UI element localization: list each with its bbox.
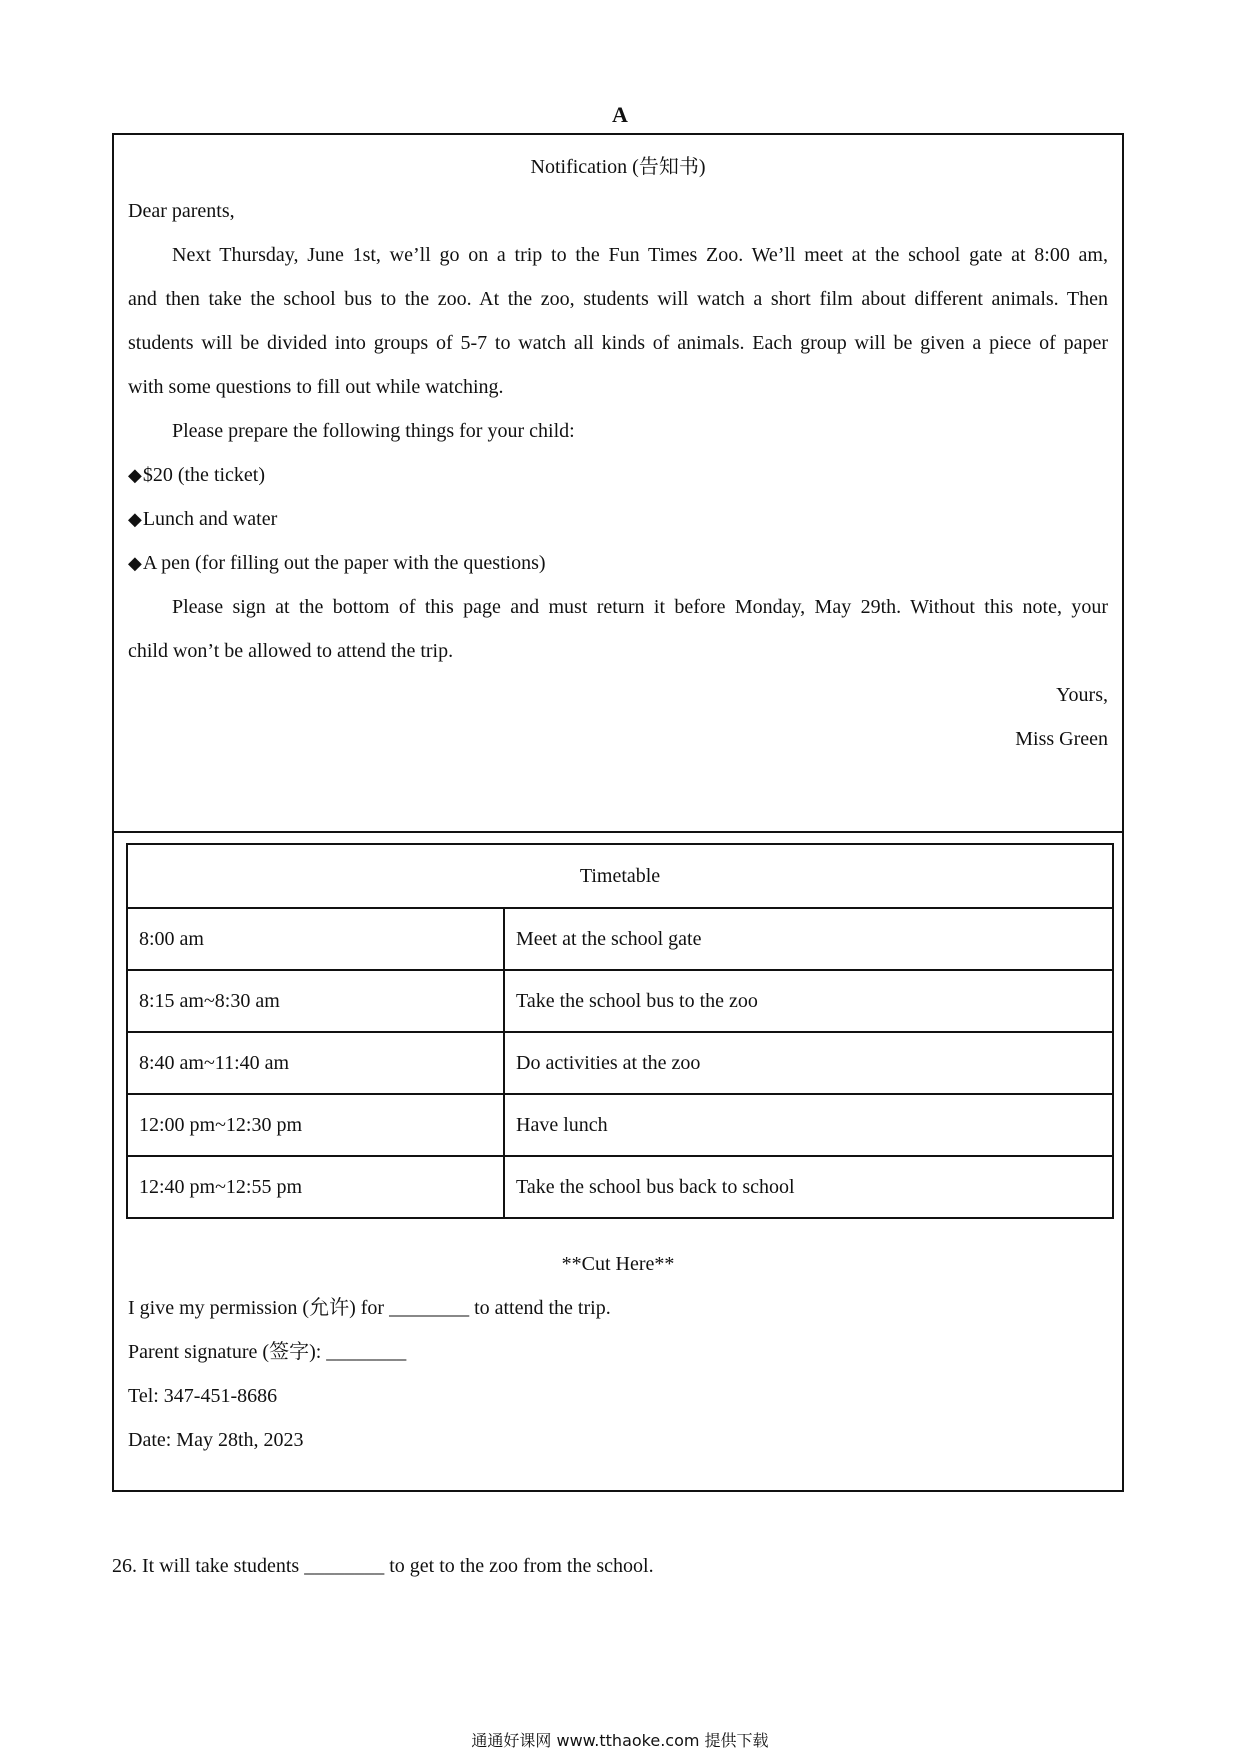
diamond-bullet-icon: ◆ xyxy=(128,553,142,574)
table-row xyxy=(127,1094,1113,1156)
list-item-text: $20 (the ticket) xyxy=(142,464,266,486)
parent-signature-line: Parent signature (签字): ________ xyxy=(128,1341,407,1363)
list-item-text: Lunch and water xyxy=(142,508,278,530)
date-line: Date: May 28th, 2023 xyxy=(128,1429,304,1451)
timetable-and-slip-box xyxy=(112,831,1124,1492)
activity-cell: Take the school bus to the zoo xyxy=(504,970,1113,1032)
paragraph-1-line-2: and then take the school bus to the zoo. At the zoo, students will watch a short film about different animals. Then xyxy=(128,288,1108,310)
list-item xyxy=(128,505,1108,534)
time-cell: 8:40 am~11:40 am xyxy=(127,1032,504,1094)
time-cell: 12:00 pm~12:30 pm xyxy=(127,1094,504,1156)
footer-source: 通通好课网 www.tthaoke.com 提供下载 xyxy=(471,1731,769,1750)
table-row xyxy=(127,908,1113,970)
time-cell: 12:40 pm~12:55 pm xyxy=(127,1156,504,1218)
telephone-line: Tel: 347-451-8686 xyxy=(128,1385,278,1407)
activity-cell: Do activities at the zoo xyxy=(504,1032,1113,1094)
greeting: Dear parents, xyxy=(128,200,235,222)
list-item xyxy=(128,461,1108,490)
paragraph-1-line-1: Next Thursday, June 1st, we’ll go on a trip to the Fun Times Zoo. We’ll meet at the school gate at 8:00 am, xyxy=(172,244,1108,266)
paragraph-2-line-2: child won’t be allowed to attend the trip. xyxy=(128,640,454,662)
sender-name: Miss Green xyxy=(1015,728,1108,750)
time-cell: 8:15 am~8:30 am xyxy=(127,970,504,1032)
list-item xyxy=(128,549,1108,578)
permission-line: I give my permission (允许) for ________ to attend the trip. xyxy=(128,1297,611,1319)
activity-cell: Meet at the school gate xyxy=(504,908,1113,970)
paragraph-1-line-3: students will be divided into groups of 5-7 to watch all kinds of animals. Each group will be given a piece of paper xyxy=(128,332,1108,354)
activity-cell: Have lunch xyxy=(504,1094,1113,1156)
timetable-header-row xyxy=(127,844,1113,908)
diamond-bullet-icon: ◆ xyxy=(128,465,142,486)
timetable xyxy=(126,843,1114,1219)
section-letter: A xyxy=(612,102,628,127)
activity-cell: Take the school bus back to school xyxy=(504,1156,1113,1218)
table-row xyxy=(127,970,1113,1032)
timetable-title: Timetable xyxy=(127,844,1113,908)
notification-title: Notification (告知书) xyxy=(530,156,706,178)
time-cell: 8:00 am xyxy=(127,908,504,970)
paragraph-1-line-4: with some questions to fill out while watching. xyxy=(128,376,504,398)
notification-box xyxy=(112,133,1124,833)
prepare-intro: Please prepare the following things for your child: xyxy=(172,420,575,442)
cut-here-line: **Cut Here** xyxy=(561,1253,675,1275)
question-26: 26. It will take students ________ to get to the zoo from the school. xyxy=(112,1555,654,1577)
table-row xyxy=(127,1156,1113,1218)
table-row xyxy=(127,1032,1113,1094)
paragraph-2-line-1: Please sign at the bottom of this page and must return it before Monday, May 29th. Without this note, your xyxy=(172,596,1108,618)
list-item-text: A pen (for filling out the paper with the questions) xyxy=(142,552,546,574)
closing: Yours, xyxy=(1056,684,1108,706)
diamond-bullet-icon: ◆ xyxy=(128,509,142,530)
